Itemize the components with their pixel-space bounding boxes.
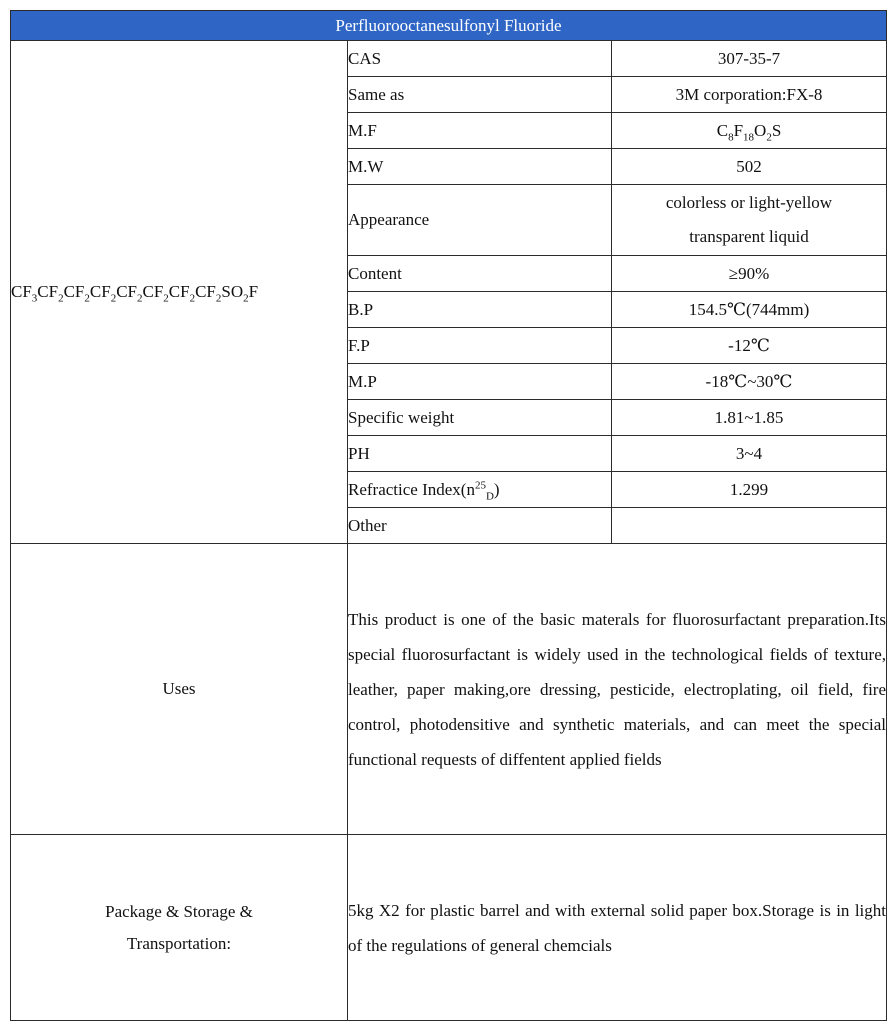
uses-label: Uses [11,544,348,835]
property-label: Same as [348,77,612,113]
property-value: ≥90% [612,256,887,292]
product-title: Perfluorooctanesulfonyl Fluoride [11,11,887,41]
package-text: 5kg X2 for plastic barrel and with external solid paper box.Storage is in light of the regulations of general chemcials [348,835,887,1021]
property-value: 1.81~1.85 [612,400,887,436]
property-label: CAS [348,41,612,77]
property-value: 1.299 [612,472,887,508]
property-label: PH [348,436,612,472]
property-value [612,508,887,544]
property-label: Content [348,256,612,292]
package-row [11,835,887,1021]
spec-table [10,10,887,1021]
property-label: M.F [348,113,612,149]
property-value: -18℃~30℃ [612,364,887,400]
product-spec-sheet [10,10,886,1026]
property-label: Other [348,508,612,544]
property-row [11,41,887,77]
property-label: Specific weight [348,400,612,436]
property-label: B.P [348,292,612,328]
property-value: 154.5℃(744mm) [612,292,887,328]
uses-row [11,544,887,835]
property-label: Refractice $Index(n^{25}_D)$ [348,472,612,508]
property-value: 3M corporation:FX-8 [612,77,887,113]
property-value: colorless or light-yellow transparent liquid [612,185,887,256]
property-value: 307-35-7 [612,41,887,77]
uses-text: This product is one of the basic materals for fluorosurfactant preparation.Its special fluorosurfactant is widely used in the technological fields of texture, leather, paper making,ore dressing, pesticide, electroplating, oil field, fire control, photodensitive and synthetic materials, and can meet the special functional requests of diffentent applied fields [348,544,887,835]
title-row [11,11,887,41]
property-value: 3~4 [612,436,887,472]
structural-formula: $CF_3CF_2CF_2CF_2CF_2CF_2CF_2CF_2SO_2F$ [11,41,348,544]
property-value: 502 [612,149,887,185]
property-value: -12℃ [612,328,887,364]
property-label: F.P [348,328,612,364]
property-label: M.P [348,364,612,400]
package-label: Package & Storage & Transportation: [11,835,348,1021]
property-label: M.W [348,149,612,185]
property-label: Appearance [348,185,612,256]
property-value: $C_8F_{18}O_2S$ [612,113,887,149]
